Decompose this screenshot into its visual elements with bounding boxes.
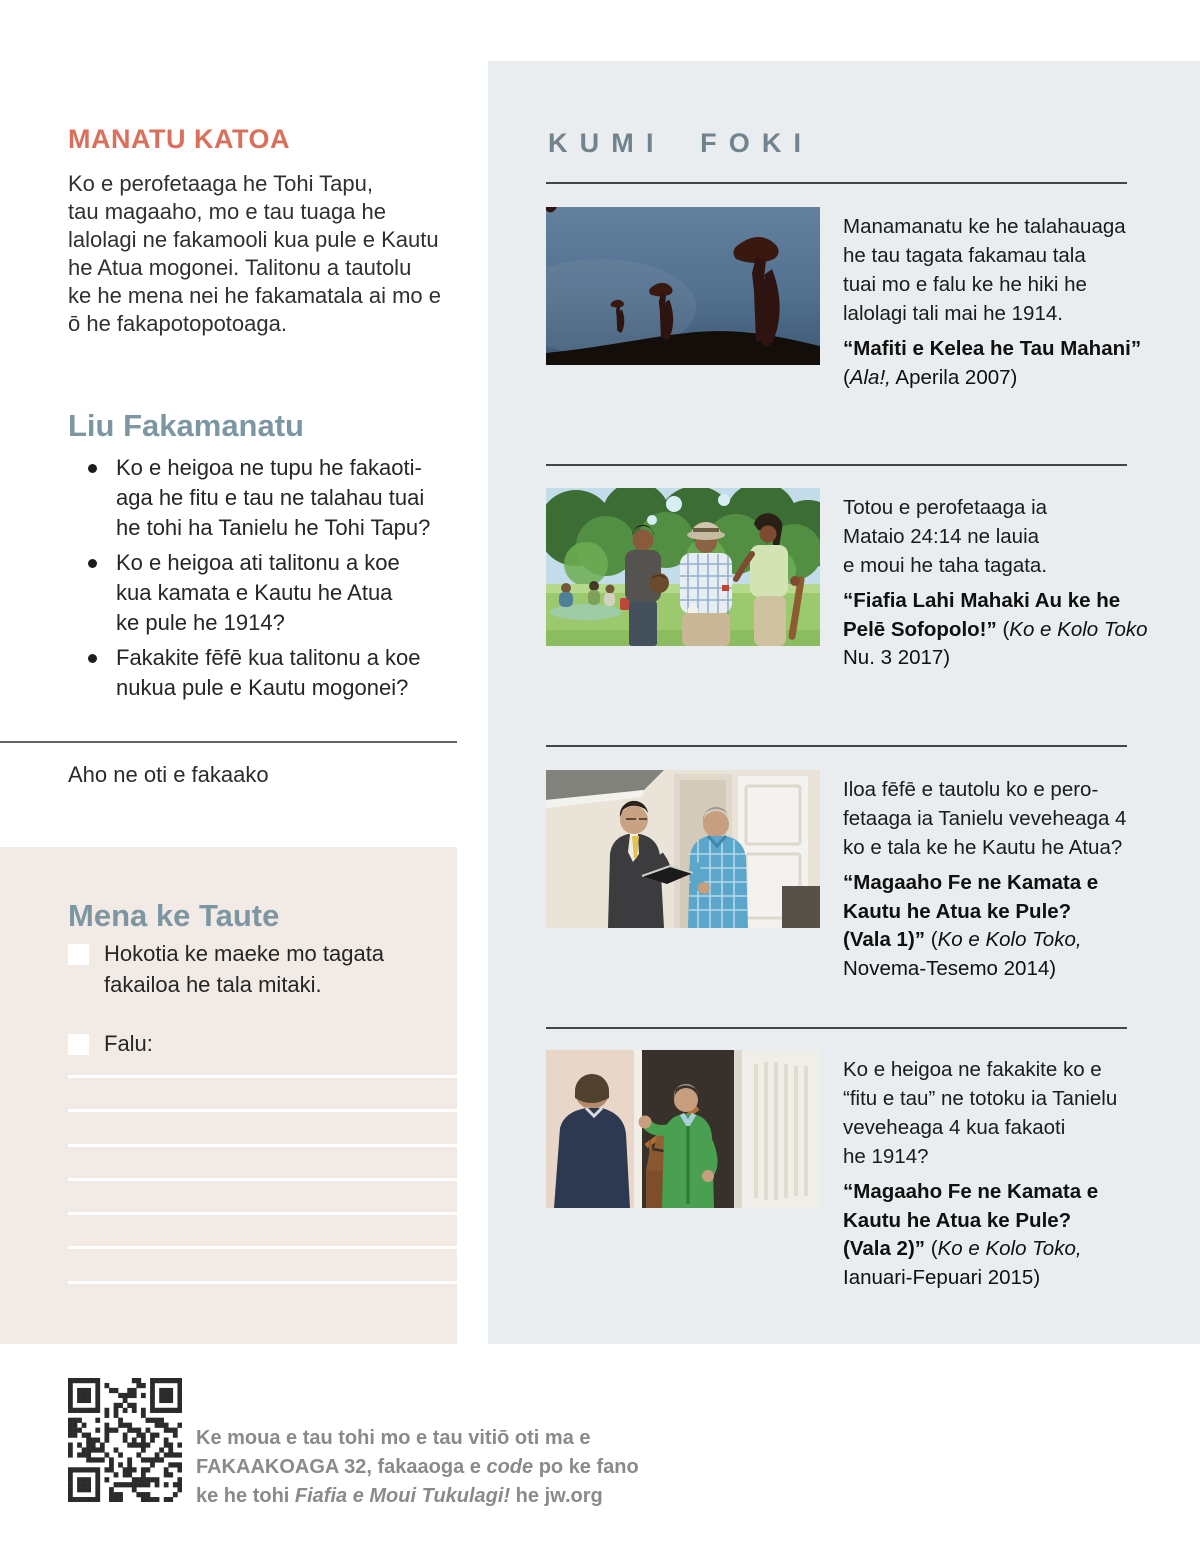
overview-line: Ko e perofetaaga he Tohi Tapu, <box>68 171 373 196</box>
citation-title: (Vala 2)” <box>843 1237 926 1260</box>
citation-source: Ko e Kolo Toko, <box>937 1237 1082 1260</box>
citation-date: Ianuari-Fepuari 2015) <box>843 1265 1041 1289</box>
review-question-line: Ko e heigoa ati talitonu a koe <box>116 550 400 575</box>
writing-line <box>68 1075 457 1078</box>
todo-item <box>68 1028 153 1059</box>
review-question <box>88 643 430 703</box>
bullet-icon <box>88 559 97 568</box>
review-question-line: kua kamata e Kautu he Atua <box>116 580 393 605</box>
entry-divider <box>546 1027 1127 1029</box>
review-question-line: nukua pule e Kautu mogonei? <box>116 675 409 700</box>
citation-text: ( <box>925 928 938 951</box>
entry-image-doorstep-conversation <box>546 1050 820 1208</box>
entry <box>843 1055 1148 1292</box>
citation-title: “Magaaho Fe ne Kamata e <box>843 1180 1099 1203</box>
review-title: Liu Fakamanatu <box>68 407 304 443</box>
citation-title: “Magaaho Fe ne Kamata e <box>843 871 1099 894</box>
entry-desc-line: Iloa fēfē e tautolu ko e pero- <box>843 778 1099 801</box>
entry-divider <box>546 464 1127 466</box>
entry-desc-line: Manamanatu ke he talahauaga <box>843 215 1126 238</box>
study-end-note: Aho ne oti e fakaako <box>68 762 269 787</box>
todo-item <box>68 938 384 1000</box>
citation-text: ( <box>996 617 1010 641</box>
entry-citation <box>843 587 1148 673</box>
overview-paragraph <box>68 170 441 338</box>
review-question-list <box>88 453 430 708</box>
entry-desc-line: e moui he taha tagata. <box>843 554 1048 577</box>
entry-desc-line: Mataio 24:14 ne lauia <box>843 525 1040 548</box>
todo-item-line: Falu: <box>104 1031 153 1056</box>
overview-line: ō he fakapotopotoaga. <box>68 311 287 336</box>
overview-line: ke he mena nei he fakamatala ai mo e <box>68 283 442 308</box>
writing-line <box>68 1109 457 1112</box>
writing-line <box>68 1144 457 1147</box>
bullet-icon <box>88 464 97 473</box>
review-question-line: aga he fitu e tau ne talahau tuai <box>116 485 425 510</box>
entry-desc-line: he 1914? <box>843 1145 929 1168</box>
todo-item-line: Hokotia ke maeke mo tagata <box>104 941 385 966</box>
overview-line: lalolagi ne fakamooli kua pule e Kautu <box>68 227 439 252</box>
footer-line: Ke moua e tau tohi mo e tau vitiō oti ma e <box>196 1427 591 1449</box>
review-question-line: Fakakite fēfē kua talitonu a koe <box>116 645 421 670</box>
citation-source: Ala!, <box>849 365 891 389</box>
writing-line <box>68 1212 457 1215</box>
checkbox[interactable] <box>68 944 89 965</box>
entry-description <box>843 493 1148 580</box>
entry <box>843 775 1148 983</box>
entry-desc-line: tuai mo e falu ke he hiki he <box>843 273 1087 296</box>
citation-title: (Vala 1)” <box>843 928 926 951</box>
section-divider <box>0 741 457 743</box>
qr-code <box>68 1378 182 1502</box>
overview-title: MANATU KATOA <box>68 124 290 155</box>
entry-description <box>843 1055 1148 1171</box>
citation-source: Ko e Kolo Toko, <box>937 928 1082 951</box>
entry-image-family-softball-picnic <box>546 488 820 646</box>
citation-source: Ko e Kolo Toko <box>1009 617 1148 641</box>
bullet-icon <box>88 654 97 663</box>
entry-image-war-memorial-rifles <box>546 207 820 365</box>
footer-line: ke he tohi Fiafia e Moui Tukulagi! he jw.org <box>196 1485 603 1507</box>
review-question <box>88 548 430 638</box>
entry <box>843 212 1148 392</box>
review-question-line: Ko e heigoa ne tupu he fakaoti- <box>116 455 422 480</box>
review-question-line: ke pule he 1914? <box>116 610 285 635</box>
citation-date: Novema-Tesemo 2014) <box>843 956 1057 980</box>
entry-description <box>843 212 1148 328</box>
entry-desc-line: ko e tala ke he Kautu he Atua? <box>843 836 1123 859</box>
citation-date: Nu. 3 2017) <box>843 646 951 669</box>
entry-citation <box>843 1178 1148 1292</box>
todo-title: Mena ke Taute <box>68 897 280 933</box>
overview-line: tau magaaho, mo e tau tuaga he <box>68 199 387 224</box>
todo-item-line: fakailoa he tala mitaki. <box>104 972 322 997</box>
entry-desc-line: Totou e perofetaaga ia <box>843 496 1048 519</box>
entry-divider <box>546 745 1127 747</box>
citation-text: ( <box>925 1237 938 1260</box>
overview-line: he Atua mogonei. Talitonu a tautolu <box>68 255 412 280</box>
entry-description <box>843 775 1148 862</box>
writing-line <box>68 1246 457 1249</box>
entry-citation <box>843 335 1148 392</box>
entry <box>843 493 1148 673</box>
citation-title: Kautu he Atua ke Pule? <box>843 1208 1072 1232</box>
citation-title: “Mafiti e Kelea he Tau Mahani” <box>843 337 1142 360</box>
entry-image-two-men-bible-discussion <box>546 770 820 928</box>
entry-desc-line: lalolagi tali mai he 1914. <box>843 302 1063 325</box>
entry-desc-line: fetaaga ia Tanielu veveheaga 4 <box>843 807 1127 830</box>
entry-desc-line: he tau tagata fakamau tala <box>843 244 1086 267</box>
citation-date: Aperila 2007) <box>890 365 1018 389</box>
review-question-line: he tohi ha Tanielu he Tohi Tapu? <box>116 515 431 540</box>
entry-desc-line: Ko e heigoa ne fakakite ko e <box>843 1058 1102 1081</box>
entry-desc-line: “fitu e tau” ne totoku ia Tanielu <box>843 1087 1118 1110</box>
citation-title: Pelē Sofopolo!” <box>843 617 997 641</box>
entry-desc-line: veveheaga 4 kua fakaoti <box>843 1116 1066 1139</box>
citation-text: ( <box>843 365 850 389</box>
entry-divider <box>546 182 1127 184</box>
writing-line <box>68 1281 457 1284</box>
review-question <box>88 453 430 543</box>
footer-note <box>196 1424 639 1511</box>
footer-line: FAKAAKOAGA 32, fakaaoga e code po ke fano <box>196 1456 639 1478</box>
writing-line <box>68 1178 457 1181</box>
entry-citation <box>843 869 1148 983</box>
see-also-title: KUMI FOKI <box>548 128 814 159</box>
checkbox[interactable] <box>68 1034 89 1055</box>
citation-title: “Fiafia Lahi Mahaki Au ke he <box>843 589 1121 612</box>
citation-title: Kautu he Atua ke Pule? <box>843 899 1072 923</box>
